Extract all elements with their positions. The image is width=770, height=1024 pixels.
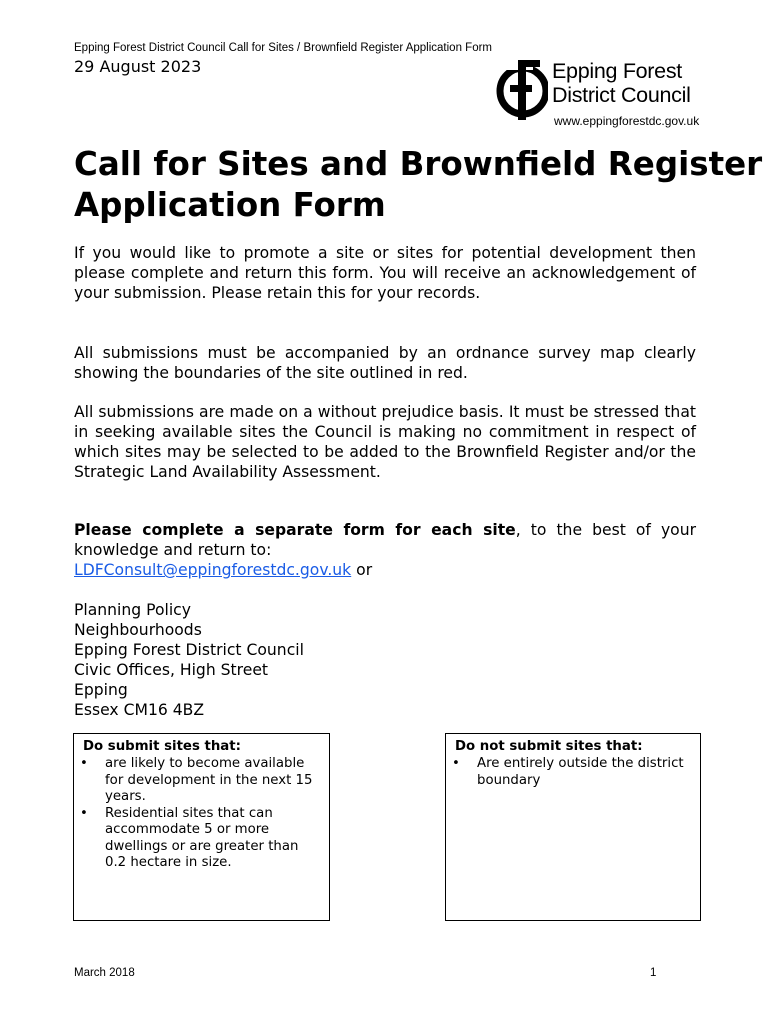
intro-paragraph: If you would like to promote a site or sites for potential development then please complete and return this form. You will receive an acknowledgement of your submission. Please retain this for your records. bbox=[74, 244, 696, 302]
list-item bbox=[74, 756, 329, 806]
list-item bbox=[74, 806, 329, 872]
council-logo bbox=[496, 57, 728, 133]
separate-form-emphasis: Please complete a separate form for each site bbox=[74, 521, 516, 539]
logo-url: www.eppingforestdc.gov.uk bbox=[554, 114, 700, 128]
postal-address bbox=[74, 600, 304, 720]
council-logo-mark-icon bbox=[496, 57, 548, 123]
list-item-text: are likely to become available for development in the next 15 years. bbox=[105, 756, 313, 804]
bullet-icon: • bbox=[452, 756, 460, 771]
bullet-icon: • bbox=[80, 756, 88, 771]
list-item-text: Residential sites that can accommodate 5 or more dwellings or are greater than 0.2 hectare in size. bbox=[105, 805, 299, 870]
do-not-submit-title: Do not submit sites that: bbox=[455, 739, 643, 754]
document-date: 29 August 2023 bbox=[74, 57, 202, 76]
page-title: Call for Sites and Brownfield Register Application Form bbox=[74, 145, 763, 224]
logo-text-line2: District Council bbox=[552, 83, 691, 107]
do-submit-title: Do submit sites that: bbox=[83, 739, 241, 754]
map-requirement-paragraph: All submissions must be accompanied by an ordnance survey map clearly showing the boundaries of the site outlined in red. bbox=[74, 344, 696, 382]
address-line: Epping Forest District Council bbox=[74, 641, 304, 659]
address-line: Epping bbox=[74, 681, 128, 699]
do-submit-box bbox=[73, 733, 330, 921]
page-number: 1 bbox=[650, 967, 657, 979]
address-line: Planning Policy bbox=[74, 601, 191, 619]
list-item bbox=[446, 756, 700, 789]
address-line: Essex CM16 4BZ bbox=[74, 701, 205, 719]
return-instructions-paragraph bbox=[74, 520, 696, 580]
address-line: Civic Offices, High Street bbox=[74, 661, 269, 679]
do-submit-list bbox=[74, 756, 329, 872]
footer-date: March 2018 bbox=[74, 967, 135, 979]
bullet-icon: • bbox=[80, 805, 88, 821]
running-header: Epping Forest District Council Call for Sites / Brownfield Register Application Form bbox=[74, 42, 492, 54]
list-item-text: Are entirely outside the district boundary bbox=[477, 756, 684, 788]
return-instructions-text: , to the best of your knowledge and return to: bbox=[74, 521, 697, 559]
logo-text-line1: Epping Forest bbox=[552, 59, 682, 83]
address-line: Neighbourhoods bbox=[74, 621, 202, 639]
or-text: or bbox=[351, 561, 373, 579]
do-not-submit-list bbox=[446, 756, 700, 789]
prejudice-paragraph: All submissions are made on a without prejudice basis. It must be stressed that in seeking available sites the Council is making no commitment in respect of which sites may be selected to be added to the Brownfield Register and/or the Strategic Land Availability Assessment. bbox=[74, 403, 696, 481]
do-not-submit-box bbox=[445, 733, 701, 921]
email-link[interactable]: LDFConsult@eppingforestdc.gov.uk bbox=[74, 561, 352, 579]
